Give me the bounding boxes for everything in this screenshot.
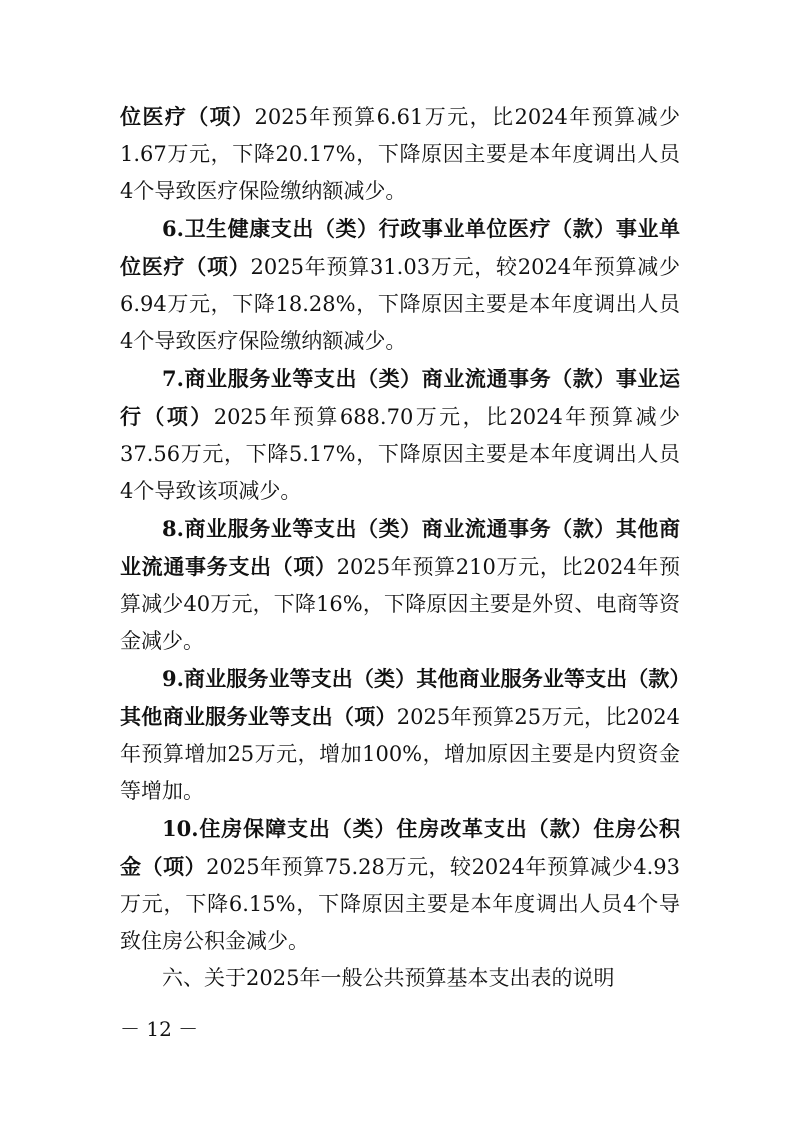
- paragraph-text: 2025年预算6.61万元，比2024年预算减少1.67万元，下降20.17%，下降原因主要是本年度调出人员4个导致医疗保险缴纳额减少。: [120, 105, 680, 203]
- paragraph-6: [120, 210, 680, 360]
- document-body: [120, 98, 680, 997]
- paragraph-text: 2025年预算688.70万元，比2024年预算减少37.56万元，下降5.17%，下降原因主要是本年度调出人员4个导致该项减少。: [120, 405, 680, 503]
- paragraph-text: 2025年预算31.03万元，较2024年预算减少6.94万元，下降18.28%，下降原因主要是本年度调出人员4个导致医疗保险缴纳额减少。: [120, 255, 680, 353]
- paragraph-10: [120, 810, 680, 960]
- paragraph-8: [120, 510, 680, 660]
- paragraph-9: [120, 660, 680, 810]
- page-number: － 12 －: [120, 1017, 199, 1041]
- paragraph-title: 6.卫生健康支出（类）行政事业单位医疗（款）事业单位医疗（项）: [120, 216, 680, 279]
- paragraph-title: 9.商业服务业等支出（类）其他商业服务业等支出（款）其他商业服务业等支出（项）: [120, 666, 680, 729]
- paragraph-title: 位医疗（项）: [120, 104, 255, 129]
- paragraph-title: 8.商业服务业等支出（类）商业流通事务（款）其他商业流通事务支出（项）: [120, 516, 680, 579]
- paragraph-text: 2025年预算210万元，比2024年预算减少40万元，下降16%，下降原因主要是外贸、电商等资金减少。: [120, 555, 681, 653]
- paragraph-text: 2025年预算75.28万元，较2024年预算减少4.93万元，下降6.15%，下降原因主要是本年度调出人员4个导致住房公积金减少。: [120, 855, 680, 953]
- paragraph-text: 2025年预算25万元，比2024年预算增加25万元，增加100%，增加原因主要是内贸资金等增加。: [120, 705, 681, 803]
- paragraph-7: [120, 360, 680, 510]
- paragraph-5-continued: [120, 98, 680, 210]
- paragraph-title: 10.住房保障支出（类）住房改革支出（款）住房公积金（项）: [120, 816, 680, 879]
- paragraph-title: 7.商业服务业等支出（类）商业流通事务（款）事业运行（项）: [120, 366, 680, 429]
- section-heading: 六、关于2025年一般公共预算基本支出表的说明: [162, 966, 615, 990]
